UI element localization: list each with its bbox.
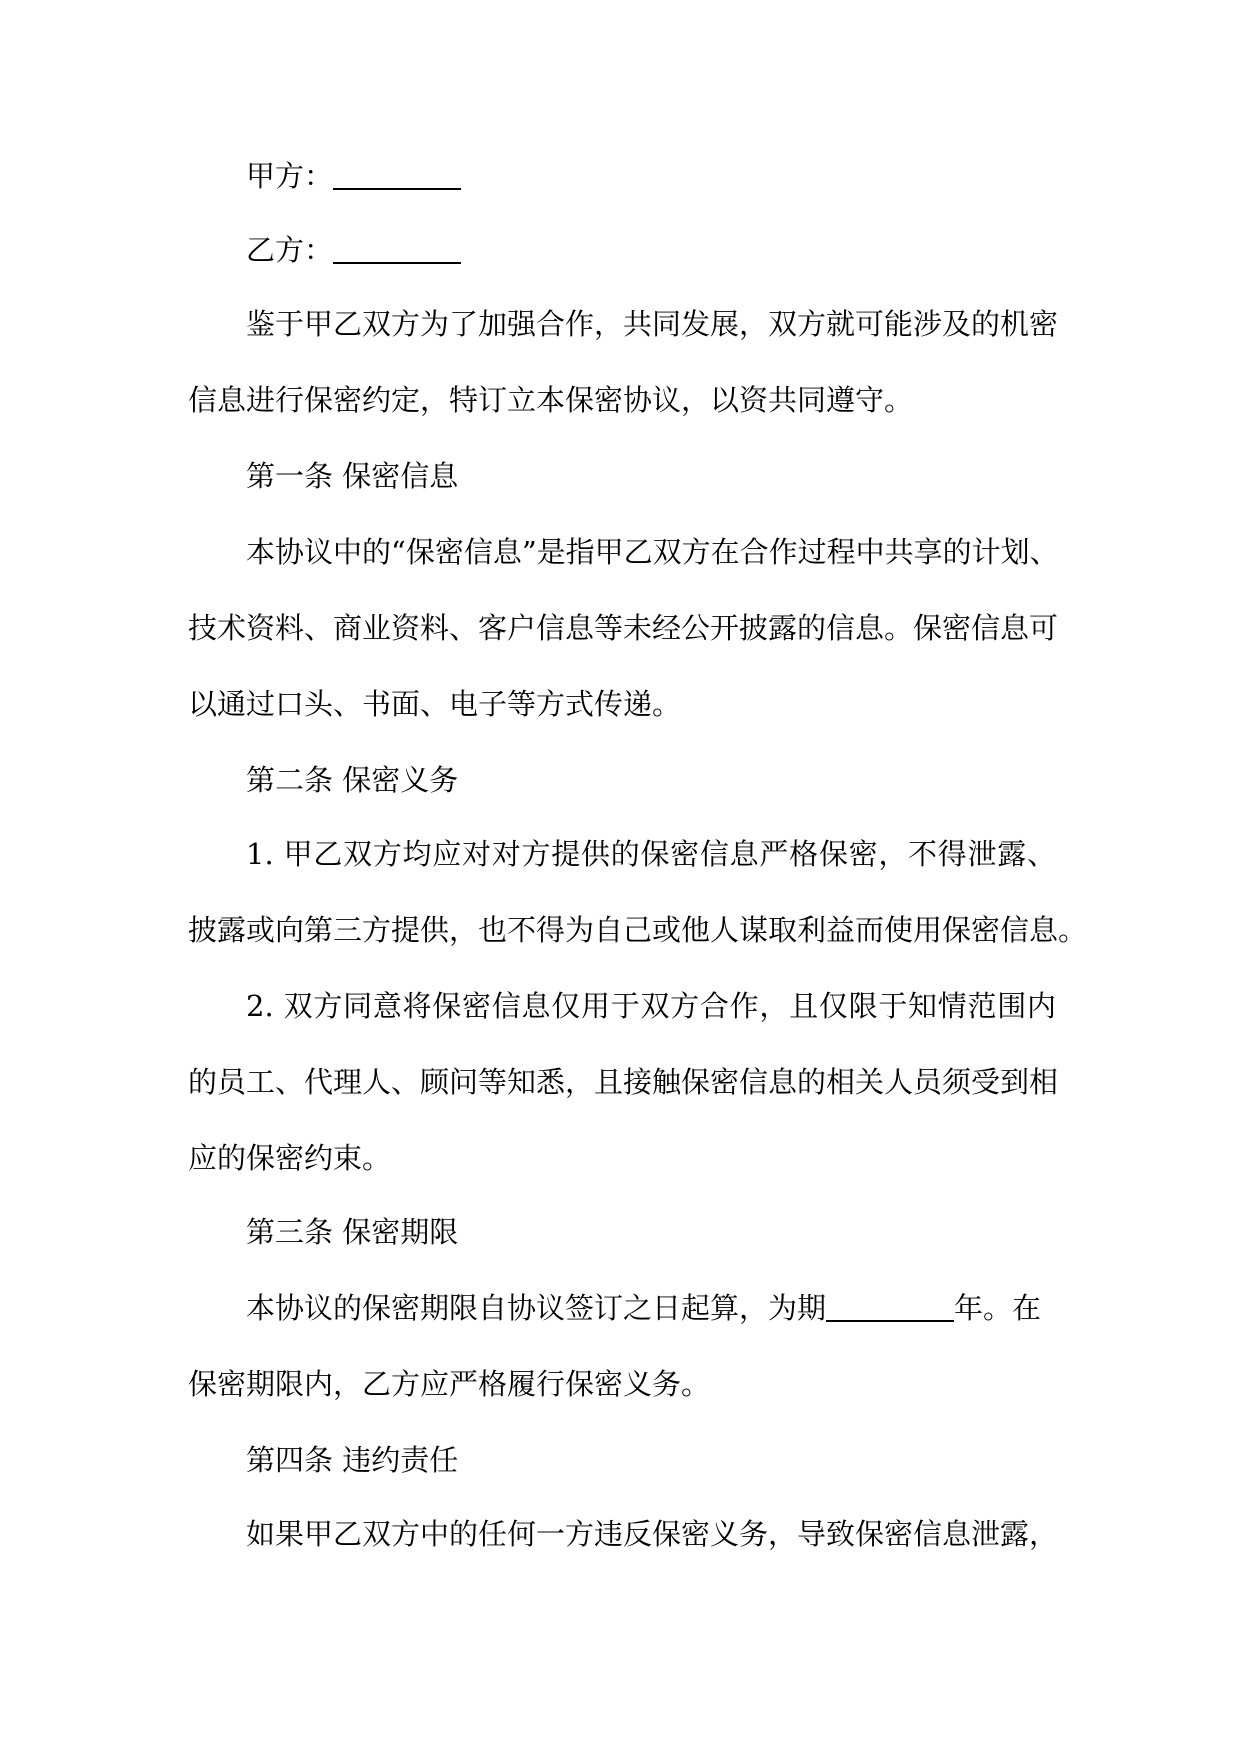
- article-3-blank: [826, 1290, 954, 1322]
- article-3-line-2: 保密期限内，乙方应严格履行保密义务。: [188, 1367, 711, 1401]
- party-a-label: 甲方：: [246, 159, 334, 193]
- party-b-label: 乙方：: [246, 233, 334, 267]
- party-b-blank: [333, 232, 461, 264]
- article-4-title: 第四条 违约责任: [246, 1443, 459, 1477]
- article-4-line-1: 如果甲乙双方中的任何一方违反保密义务，导致保密信息泄露，: [246, 1517, 1059, 1551]
- article-1-line-3: 以通过口头、书面、电子等方式传递。: [188, 687, 682, 721]
- party-a-blank: [333, 158, 461, 190]
- article-2-p2-line-2: 的员工、代理人、顾问等知悉，且接触保密信息的相关人员须受到相: [188, 1065, 1059, 1099]
- article-2-p1-line-2: 披露或向第三方提供，也不得为自己或他人谋取利益而使用保密信息。: [188, 913, 1088, 947]
- article-1-line-1: 本协议中的“保密信息”是指甲乙双方在合作过程中共享的计划、: [246, 535, 1059, 569]
- intro-line-1: 鉴于甲乙双方为了加强合作，共同发展，双方就可能涉及的机密: [246, 307, 1059, 341]
- article-2-p2-line-1: 2. 双方同意将保密信息仅用于双方合作，且仅限于知情范围内: [246, 989, 1056, 1023]
- article-3-line-1: [246, 1288, 1041, 1328]
- party-a-line: [246, 156, 461, 196]
- article-2-title: 第二条 保密义务: [246, 763, 459, 797]
- article-3-text-before: 本协议的保密期限自协议签订之日起算，为期: [246, 1291, 827, 1325]
- intro-line-2: 信息进行保密约定，特订立本保密协议，以资共同遵守。: [188, 383, 914, 417]
- article-1-line-2: 技术资料、商业资料、客户信息等未经公开披露的信息。保密信息可: [188, 611, 1059, 645]
- article-3-text-after: 年。在: [954, 1291, 1042, 1325]
- party-b-line: [246, 230, 461, 270]
- article-1-title: 第一条 保密信息: [246, 459, 459, 493]
- article-3-title: 第三条 保密期限: [246, 1215, 459, 1249]
- article-2-p1-line-1: 1. 甲乙双方均应对对方提供的保密信息严格保密，不得泄露、: [246, 837, 1056, 871]
- article-2-p2-line-3: 应的保密约束。: [188, 1141, 392, 1175]
